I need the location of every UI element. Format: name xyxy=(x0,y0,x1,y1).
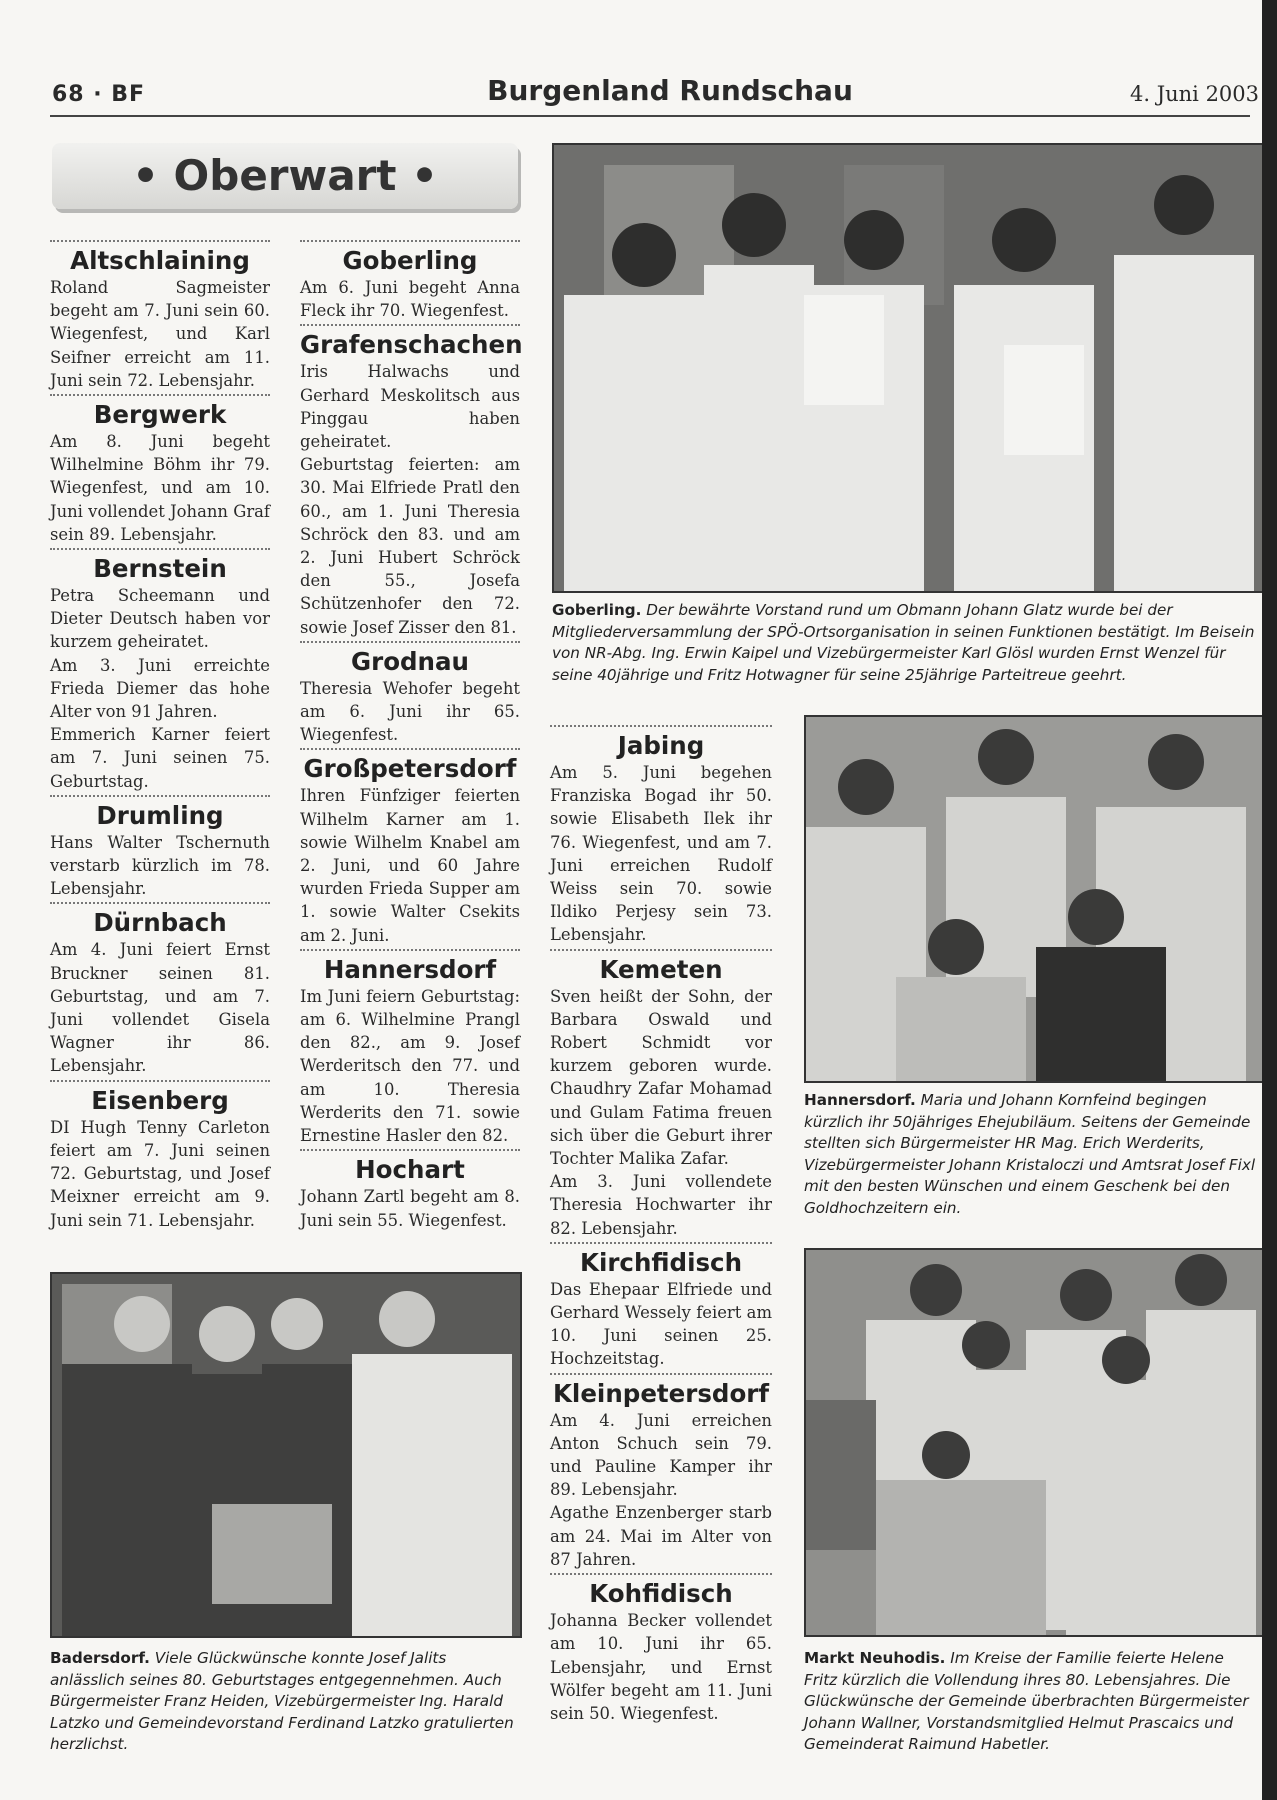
column-3 xyxy=(550,725,772,1727)
entry-text: Am 6. Juni begeht Anna Fleck ihr 70. Wiegenfest. xyxy=(300,278,520,321)
entry-kohfidisch xyxy=(550,1573,772,1725)
entry-text: Agathe Enzenberger starb am 24. Mai im Alter von 87 Jahren. xyxy=(550,1503,772,1569)
entry-grafenschachen xyxy=(300,324,523,638)
entry-place: Großpetersdorf xyxy=(303,754,517,784)
caption-text: Viele Glückwünsche konnte Josef Jalits anlässlich seines 80. Geburtstages entgegennehmen. Auch Bürgermeister Franz Heiden, Vizebürgermeister Ing. Harald Latzko und Gemeindevorstand Ferdinand Latzko gratulierten herzlichst. xyxy=(50,1649,514,1753)
entry-place: Jabing xyxy=(617,731,705,760)
entry-text: Am 4. Juni feiert Ernst Bruckner seinen 81. Geburtstag, und am 7. Juni vollendet Gisela Wagner ihr 86. Lebensjahr. xyxy=(50,940,270,1076)
caption-markt-neuhodis xyxy=(804,1648,1260,1756)
entry-text: Am 4. Juni erreichen Anton Schuch sein 79. und Pauline Kamper ihr 89. Lebensjahr. xyxy=(550,1410,772,1500)
page-binding-edge xyxy=(1262,0,1277,1800)
photo-goberling xyxy=(552,143,1264,593)
caption-badersdorf xyxy=(50,1648,518,1756)
entry-text: Iris Halwachs und Gerhard Meskolitsch aus Pinggau haben geheiratet. xyxy=(300,362,520,452)
entry-bergwerk xyxy=(50,394,270,546)
caption-text: Im Kreise der Familie feierte Helene Fritz kürzlich die Vollendung ihres 80. Lebensjahres. Die Glückwünsche der Gemeinde überbrachten Bürgermeister Johann Wallner, Vorstandsmitglied Helmut Prascaics und Gemeinderat Raimund Habetler. xyxy=(804,1649,1249,1753)
photo-markt-neuhodis xyxy=(804,1248,1264,1637)
column-1 xyxy=(50,240,270,1234)
entry-bernstein xyxy=(50,548,270,793)
entry-duernbach xyxy=(50,902,270,1077)
header-divider xyxy=(50,115,1250,117)
entry-kirchfidisch xyxy=(550,1242,772,1371)
entry-place: Grafenschachen xyxy=(300,330,523,360)
photo-badersdorf-figures xyxy=(52,1274,520,1636)
entry-kleinpetersdorf xyxy=(550,1373,772,1571)
entry-text: Am 8. Juni begeht Wilhelmine Böhm ihr 79. Wiegenfest, und am 10. Juni vollendet Johann Graf sein 89. Lebensjahr. xyxy=(50,432,270,544)
entry-place: Dürnbach xyxy=(93,908,227,938)
photo-hannersdorf xyxy=(804,715,1264,1083)
entry-place: Grodnau xyxy=(351,646,469,676)
photo-goberling-figures xyxy=(554,145,1262,591)
photo-badersdorf xyxy=(50,1272,522,1638)
entry-text: Hans Walter Tschernuth verstarb kürzlich im 78. Lebensjahr. xyxy=(50,832,270,899)
entry-place: Hannersdorf xyxy=(323,954,497,984)
entry-place: Eisenberg xyxy=(91,1085,229,1115)
entry-grosspetersdorf xyxy=(300,748,520,946)
entry-text: Petra Scheemann und Dieter Deutsch haben vor kurzem geheiratet. xyxy=(50,586,270,652)
caption-place: Markt Neuhodis. xyxy=(804,1649,946,1667)
entry-place: Bernstein xyxy=(93,554,227,584)
entry-text: Johanna Becker vollendet am 10. Juni ihr 65. Lebensjahr, und Ernst Wölfer begeht am 11. Juni sein 50. Wiegenfest. xyxy=(550,1611,772,1723)
entry-eisenberg xyxy=(50,1080,270,1232)
entry-text: Sven heißt der Sohn, der Barbara Oswald und Robert Schmidt vor kurzem geboren wurde. Chaudhry Zafar Mohamad und Gulam Fatima freuen sich über die Geburt ihrer Tochter Malika Zafar. xyxy=(550,986,772,1169)
entry-jabing xyxy=(550,725,772,947)
newspaper-title: Burgenland Rundschau xyxy=(487,74,853,107)
entry-text: Das Ehepaar Elfriede und Gerhard Wessely feiert am 10. Juni seinen 25. Hochzeitstag. xyxy=(550,1279,772,1369)
entry-place: Kohfidisch xyxy=(589,1579,733,1609)
entry-text: Geburtstag feierten: am 30. Mai Elfriede Pratl den 60., am 1. Juni Theresia Schröck den 83. und am 2. Juni Hubert Schröck den 55., Josefa Schützenhofer den 72. sowie Josef Zisser den 81. xyxy=(300,455,520,637)
entry-place: Altschlaining xyxy=(70,246,250,275)
entry-place: Bergwerk xyxy=(93,400,227,430)
column-2 xyxy=(300,240,523,1234)
caption-hannersdorf xyxy=(804,1090,1260,1219)
page-number: 68 · BF xyxy=(52,82,146,107)
caption-text: Maria und Johann Kornfeind begingen kürzlich ihr 50jähriges Ehejubiläum. Seitens der Gemeinde stellten sich Bürgermeister HR Mag. Erich Werderits, Vizebürgermeister Johann Kristaloczi und Amtsrat Josef Fixl mit den besten Wünschen und einem Geschenk bei den Goldhochzeitern ein. xyxy=(804,1091,1256,1217)
entry-goberling xyxy=(300,240,520,322)
entry-kemeten xyxy=(550,949,772,1240)
entry-place: Kemeten xyxy=(599,954,723,984)
caption-goberling xyxy=(552,600,1260,686)
photo-hannersdorf-figures xyxy=(806,717,1262,1081)
caption-place: Goberling. xyxy=(552,601,642,619)
entry-text: Johann Zartl begeht am 8. Juni sein 55. Wiegenfest. xyxy=(300,1187,520,1230)
entry-hannersdorf xyxy=(300,949,520,1147)
entry-hochart xyxy=(300,1149,520,1231)
entry-altschlaining xyxy=(50,240,270,392)
entry-text: Im Juni feiern Geburtstag: am 6. Wilhelmine Prangl den 82., am 9. Josef Werderitsch den 77. und am 10. Theresia Werderits den 71. sowie Ernestine Hasler den 82. xyxy=(300,986,520,1146)
entry-text: Emmerich Karner feiert am 7. Juni seinen 75. Geburtstag. xyxy=(50,725,270,791)
entry-grodnau xyxy=(300,641,520,747)
entry-text: Theresia Wehofer begeht am 6. Juni ihr 65. Wiegenfest. xyxy=(300,678,520,745)
section-banner: • Oberwart • xyxy=(52,143,518,209)
entry-drumling xyxy=(50,795,270,901)
entry-text: Ihren Fünfziger feierten Wilhelm Karner am 1. sowie Wilhelm Knabel am 2. Juni, und 60 Jahre wurden Frieda Supper am 1. sowie Walter Csekits am 2. Juni. xyxy=(300,786,520,945)
entry-place: Kirchfidisch xyxy=(579,1247,743,1277)
entry-text: Am 3. Juni erreichte Frieda Diemer das hohe Alter von 91 Jahren. xyxy=(50,655,270,722)
entry-text: DI Hugh Tenny Carleton feiert am 7. Juni seinen 72. Geburtstag, und Josef Meixner erreicht am 9. Juni sein 71. Lebensjahr. xyxy=(50,1117,270,1230)
entry-place: Kleinpetersdorf xyxy=(552,1378,770,1408)
entry-text: Am 3. Juni vollendete Theresia Hochwarter ihr 82. Lebensjahr. xyxy=(550,1172,772,1238)
entry-text: Am 5. Juni begehen Franziska Bogad ihr 50. sowie Elisabeth Ilek ihr 76. Wiegenfest, und am 7. Juni erreichen Rudolf Weiss sein 70. sowie Ildiko Perjesy sein 73. Lebensjahr. xyxy=(550,763,772,945)
entry-place: Goberling xyxy=(342,246,478,275)
caption-text: Der bewährte Vorstand rund um Obmann Johann Glatz wurde bei der Mitgliederversammlung der SPÖ-Ortsorganisation in seinen Funktionen bestätigt. Im Beisein von NR-Abg. Ing. Erwin Kaipel und Vizebürgermeister Karl Glösl wurden Ernst Wenzel für seine 40jährige und Fritz Hotwagner für seine 25jährige Parteitreue geehrt. xyxy=(552,601,1255,684)
photo-markt-neuhodis-figures xyxy=(806,1250,1262,1635)
caption-place: Badersdorf. xyxy=(50,1649,150,1667)
entry-text: Roland Sagmeister begeht am 7. Juni sein 60. Wiegenfest, und Karl Seifner erreicht am 11. Juni sein 72. Lebensjahr. xyxy=(50,278,270,390)
issue-date: 4. Juni 2003 xyxy=(1130,82,1260,106)
entry-place: Drumling xyxy=(96,800,224,830)
entry-place: Hochart xyxy=(355,1155,465,1185)
caption-place: Hannersdorf. xyxy=(804,1091,916,1109)
